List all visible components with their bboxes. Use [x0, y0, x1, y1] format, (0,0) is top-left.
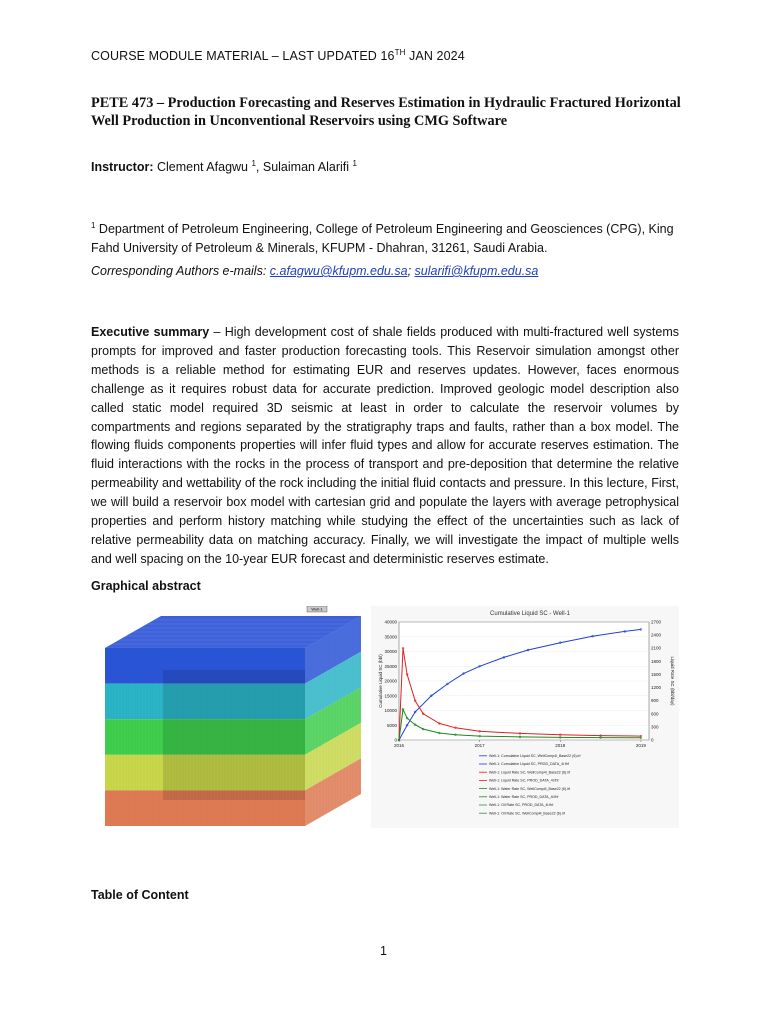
- y-right-axis-label: Liquid Rate SC (bbl/day): [670, 656, 675, 706]
- y-right-tick-label: 1800: [651, 658, 662, 664]
- y-left-tick-label: 30000: [384, 649, 397, 654]
- graphical-abstract-figure: [105, 606, 679, 828]
- toc-heading: Table of Content: [91, 888, 189, 902]
- email-link-1[interactable]: c.afagwu@kfupm.edu.sa: [269, 264, 408, 278]
- y-left-tick-label: 40000: [384, 619, 397, 625]
- legend-label: Well-1: Oil Rate SC, WellComp4l_Base22 (6).irf: [489, 811, 565, 816]
- summary-label: Executive summary: [91, 325, 210, 339]
- email-separator: ;: [407, 264, 415, 278]
- email-link-2[interactable]: sularifi@kfupm.edu.sa: [414, 264, 539, 278]
- header-text-end: JAN 2024: [405, 49, 465, 64]
- instructor-name-1: Clement Afagwu: [153, 160, 252, 175]
- affiliation: [91, 216, 679, 258]
- y-right-tick-label: 0: [651, 737, 654, 743]
- y-left-tick-label: 20000: [384, 678, 397, 684]
- summary-text: – High development cost of shale fields produced with multi-fractured well systems prompts for improved and faster production forecasting tools. This Reservoir simulation amongst other methods is a reliable method for estimating EUR and reserves updates. However, faces enormous challenge as it requires robust data for accurate prediction. Improved geologic model description also called static model required 3D seismic at least in order to calculate the reservoir volumes by compartments and regions separated by the stratigraphy traps and faults, rather than a box model. The flowing fluids components properties will infer fluid types and allow for accurate reserves estimation. The fluid interactions with the rocks in the process of transport and pre-deposition that determine the relative permeability and wettability of the rock including the initial fluid contacts and pressure. In this lecture, First, we will build a reservoir box model with cartesian grid and populate the layers with average petrophysical properties and perform history matching while studying the effect of the uncertainties such as lack of relative permeability data on matching accuracy. Finally, we will investigate the impact of multiple wells and well spacing on the 10-year EUR forecast and deterministic reserves estimate.: [91, 325, 679, 566]
- affiliation-marker-1: 1: [251, 159, 256, 168]
- executive-summary: [91, 323, 679, 569]
- legend-label: Well-1: Cumulative Liquid SC, WellComp4l_Base22 (6).irf: [489, 754, 581, 758]
- y-right-tick-label: 2100: [651, 645, 662, 651]
- x-tick-label: 2017: [474, 743, 485, 748]
- legend-label: Well-1: Cumulative Liquid SC, PROD_DATA_4l.fhf: [489, 762, 569, 767]
- legend-label: Well-1: Liquid Rate SC, PROD_DATA_4l.fhf: [489, 778, 559, 783]
- header-sup: TH: [394, 48, 406, 57]
- y-right-tick-label: 1200: [651, 685, 662, 691]
- y-right-tick-label: 900: [651, 698, 659, 704]
- page-number: 1: [380, 944, 387, 958]
- affiliation-text: Department of Petroleum Engineering, College of Petroleum Engineering and Geosciences (CPG), King Fahd University of Petroleum & Minerals, KFUPM - Dhahran, 31261, Saudi Arabia.: [91, 222, 674, 256]
- corresponding-label: Corresponding Authors e-mails:: [91, 264, 270, 278]
- y-left-tick-label: 15000: [384, 693, 397, 699]
- affiliation-marker-2: 1: [352, 159, 357, 168]
- y-left-tick-label: 25000: [384, 663, 397, 669]
- legend-label: Well-1: Oil Rate SC, PROD_DATA_4l.fhf: [489, 803, 554, 808]
- chart-title: Cumulative Liquid SC - Well-1: [490, 611, 570, 617]
- graphical-abstract-svg: [105, 606, 679, 828]
- graphical-abstract-heading: Graphical abstract: [91, 579, 201, 593]
- y-left-tick-label: 10000: [384, 708, 397, 713]
- y-left-tick-label: 35000: [384, 634, 397, 640]
- y-right-tick-label: 2400: [651, 632, 662, 638]
- cumulative-liquid-chart: [371, 606, 679, 828]
- x-tick-label: 2016: [393, 743, 405, 748]
- instructor-name-2: , Sulaiman Alarifi: [255, 160, 353, 175]
- well-label: Well-1: [311, 606, 323, 612]
- affiliation-marker: 1: [91, 221, 96, 230]
- x-tick-label: 2018: [555, 743, 566, 748]
- y-left-tick-label: 0: [394, 737, 397, 743]
- x-tick-label: 2019: [635, 743, 646, 748]
- header-text: COURSE MODULE MATERIAL – LAST UPDATED 16: [91, 49, 395, 64]
- document-title: PETE 473 – Production Forecasting and Reserves Estimation in Hydraulic Fractured Horizontal Well Production in Unconventional Reservoirs using CMG Software: [91, 95, 681, 129]
- y-right-tick-label: 2700: [651, 619, 662, 625]
- y-right-tick-label: 600: [651, 711, 659, 717]
- document-header: [91, 48, 465, 63]
- legend-label: Well-1: Liquid Rate SC, WellComp4l_Base22 (6).irf: [489, 770, 571, 775]
- drainage-region: [163, 670, 305, 800]
- y-left-axis-label: Cumulative Liquid SC (bbl): [378, 654, 383, 708]
- y-right-tick-label: 300: [651, 724, 659, 730]
- instructor-line: [91, 159, 357, 174]
- instructor-label: Instructor:: [91, 160, 154, 175]
- y-right-tick-label: 1500: [651, 671, 662, 677]
- legend-label: Well-1: Water Rate SC, PROD_DATA_4l.fhf: [489, 795, 559, 799]
- y-left-tick-label: 5000: [386, 722, 397, 728]
- corresponding-authors: [91, 264, 538, 278]
- legend-label: Well-1: Water Rate SC, WellComp4l_Base22 (6).irf: [489, 786, 571, 791]
- reservoir-box-model: [105, 606, 361, 826]
